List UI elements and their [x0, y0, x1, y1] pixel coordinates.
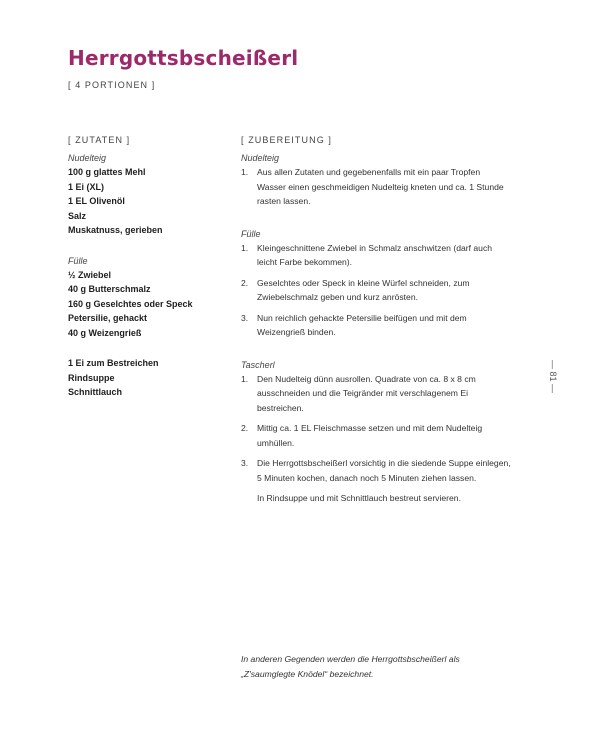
step-list — [241, 165, 511, 209]
ingredient-list — [68, 268, 228, 341]
ingredient-group-title: Fülle — [68, 255, 88, 266]
ingredient-list — [68, 165, 228, 238]
footnote: In anderen Gegenden werden die Herrgottsbscheißerl als „Z'saumglegte Knödel“ bezeichnet. — [241, 654, 460, 679]
step-item — [241, 241, 511, 270]
step-text: Mittig ca. 1 EL Fleischmasse setzen und mit dem Nudelteig umhüllen. — [257, 423, 483, 448]
ingredient-item: Rindsuppe — [68, 372, 115, 383]
ingredient-item: 1 Ei zum Bestreichen — [68, 358, 159, 368]
step-number: 2. — [241, 277, 249, 288]
step-number: 3. — [241, 458, 249, 468]
ingredient-item: 40 g Butterschmalz — [68, 284, 151, 294]
step-text: Kleingeschnittene Zwiebel in Schmalz anschwitzen (darf auch leicht Farbe bekommen). — [257, 242, 493, 267]
recipe-title: Herrgottsbscheißerl — [68, 46, 299, 70]
step-number: 1. — [241, 167, 249, 177]
step-number: 1. — [241, 373, 249, 384]
preparation-group-title: Fülle — [241, 228, 261, 239]
step-text: Die Herrgottsbscheißerl vorsichtig in die siedende Suppe einlegen, 5 Minuten kochen, danach noch 5 Minuten ziehen lassen. — [257, 458, 511, 483]
step-number: 2. — [241, 423, 249, 433]
step-item — [241, 372, 511, 416]
step-text: Den Nudelteig dünn ausrollen. Quadrate von ca. 8 x 8 cm ausschneiden und die Teigränder mit verschlagenem Ei bestreichen. — [257, 373, 476, 413]
step-item — [241, 165, 511, 209]
preparation-group-title: Nudelteig — [241, 153, 280, 163]
ingredients-heading: [ ZUTATEN ] — [68, 135, 131, 145]
ingredient-item: 100 g glattes Mehl — [68, 167, 146, 177]
preparation-group-title: Tascherl — [241, 359, 275, 370]
preparation-column — [241, 135, 511, 506]
step-item — [241, 421, 511, 450]
ingredient-group-title: Nudelteig — [68, 153, 107, 163]
step-list — [241, 372, 511, 486]
step-text: Geselchtes oder Speck in kleine Würfel schneiden, zum Zwiebelschmalz geben und kurz anrösten. — [257, 277, 470, 302]
ingredient-item: Petersilie, gehackt — [68, 313, 148, 323]
ingredient-item: 1 EL Olivenöl — [68, 196, 125, 206]
step-item — [241, 456, 511, 485]
portions-label: [ 4 PORTIONEN ] — [68, 80, 156, 90]
ingredient-item: Schnittlauch — [68, 387, 123, 397]
ingredient-item: 40 g Weizengrieß — [68, 327, 142, 338]
ingredient-list — [68, 356, 228, 400]
ingredient-item: 1 Ei (XL) — [68, 181, 105, 192]
step-list — [241, 241, 511, 340]
step-item — [241, 311, 511, 340]
step-text: Nun reichlich gehackte Petersilie beifügen und mit dem Weizengrieß binden. — [257, 312, 467, 337]
ingredient-item: Salz — [68, 210, 87, 221]
ingredient-item: Muskatnuss, gerieben — [68, 225, 163, 235]
step-item — [241, 276, 511, 305]
step-text: Aus allen Zutaten und gegebenenfalls mit ein paar Tropfen Wasser einen geschmeidigen Nudelteig kneten und ca. 1 Stunde rasten lassen. — [257, 167, 504, 206]
page-number: — 81 — — [548, 360, 558, 394]
ingredient-item: 160 g Geselchtes oder Speck — [68, 298, 193, 309]
ingredients-column — [68, 135, 228, 400]
step-number: 3. — [241, 312, 249, 323]
serving-note: In Rindsuppe und mit Schnittlauch bestreut servieren. — [257, 493, 461, 503]
step-number: 1. — [241, 242, 249, 253]
ingredient-item: ½ Zwiebel — [68, 269, 112, 280]
preparation-heading: [ ZUBEREITUNG ] — [241, 135, 333, 145]
